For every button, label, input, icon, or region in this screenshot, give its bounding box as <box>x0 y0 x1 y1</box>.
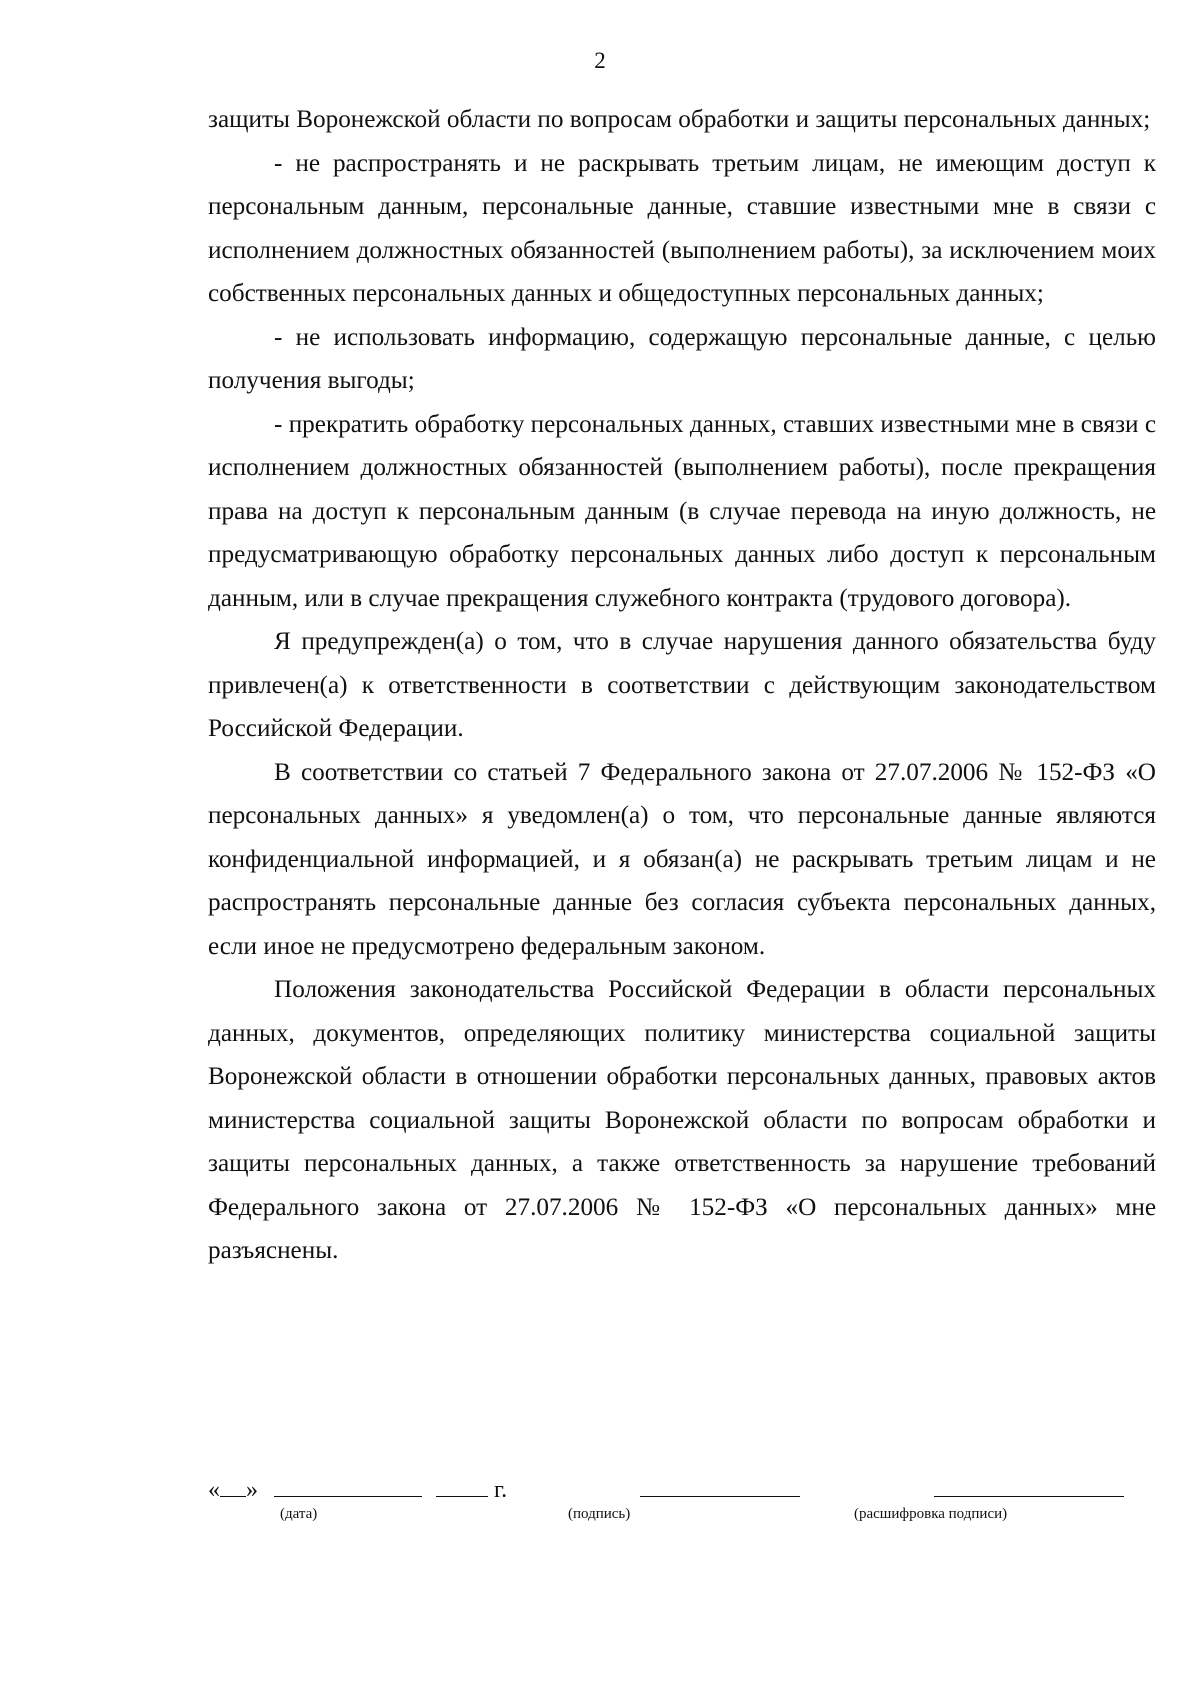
year-suffix: г. <box>494 1477 508 1503</box>
year-line <box>436 1474 488 1497</box>
paragraph-no-disclosure: - не распространять и не раскрывать третьим лицам, не имеющим доступ к персональным данным, персональные данные, ставшие известными мне в связи с исполнением должностных обязанностей (выполнением работы), за исключением моих собственных персональных данных и общедоступных персональных данных; <box>208 149 1156 307</box>
signature-block <box>208 1474 1156 1534</box>
day-line <box>220 1474 246 1497</box>
signature-decode-line <box>934 1496 1124 1497</box>
signature-line <box>640 1496 800 1497</box>
paragraph-continuation: защиты Воронежской области по вопросам обработки и защиты персональных данных; <box>208 106 1151 133</box>
signature-decode-caption: (расшифровка подписи) <box>854 1506 1008 1522</box>
paragraph-federal-law: В соответствии со статьей 7 Федерального закона от 27.07.2006 № 152-ФЗ «О персональных данных» я уведомлен(а) о том, что персональные данные являются конфиденциальной информацией, и я обязан(а) не раскрывать третьим лицам и не распространять персональные данные без согласия субъекта персональных данных, если иное не предусмотрено федеральным законом. <box>208 758 1156 960</box>
signature-caption: (подпись) <box>568 1506 631 1522</box>
quote-close: » <box>246 1477 258 1503</box>
paragraph-warning: Я предупрежден(а) о том, что в случае нарушения данного обязательства буду привлечен(а) к ответственности в соответствии с действующим законодательством Российской Федерации. <box>208 628 1156 742</box>
date-caption: (дата) <box>280 1506 318 1522</box>
quote-open: « <box>208 1477 220 1503</box>
paragraph-stop-processing: - прекратить обработку персональных данных, ставших известными мне в связи с исполнением должностных обязанностей (выполнением работы), после прекращения права на доступ к персональным данным (в случае перевода на иную должность, не предусматривающую обработку персональных данных либо доступ к персональным данным, или в случае прекращения служебного контракта (трудового договора). <box>208 410 1156 612</box>
date-field <box>208 1474 507 1504</box>
paragraph-no-profit: - не использовать информацию, содержащую персональные данные, с целью получения выгоды; <box>208 323 1156 394</box>
month-line <box>274 1474 422 1497</box>
document-body <box>208 98 1156 1273</box>
page-number: 2 <box>594 48 606 73</box>
paragraph-explained: Положения законодательства Российской Федерации в области персональных данных, документов, определяющих политику министерства социальной защиты Воронежской области в отношении обработки персональных данных, правовых актов министерства социальной защиты Воронежской области по вопросам обработки и защиты персональных данных, а также ответственность за нарушение требований Федерального закона от 27.07.2006 № 152-ФЗ «О персональных данных» мне разъяснены. <box>208 976 1156 1264</box>
